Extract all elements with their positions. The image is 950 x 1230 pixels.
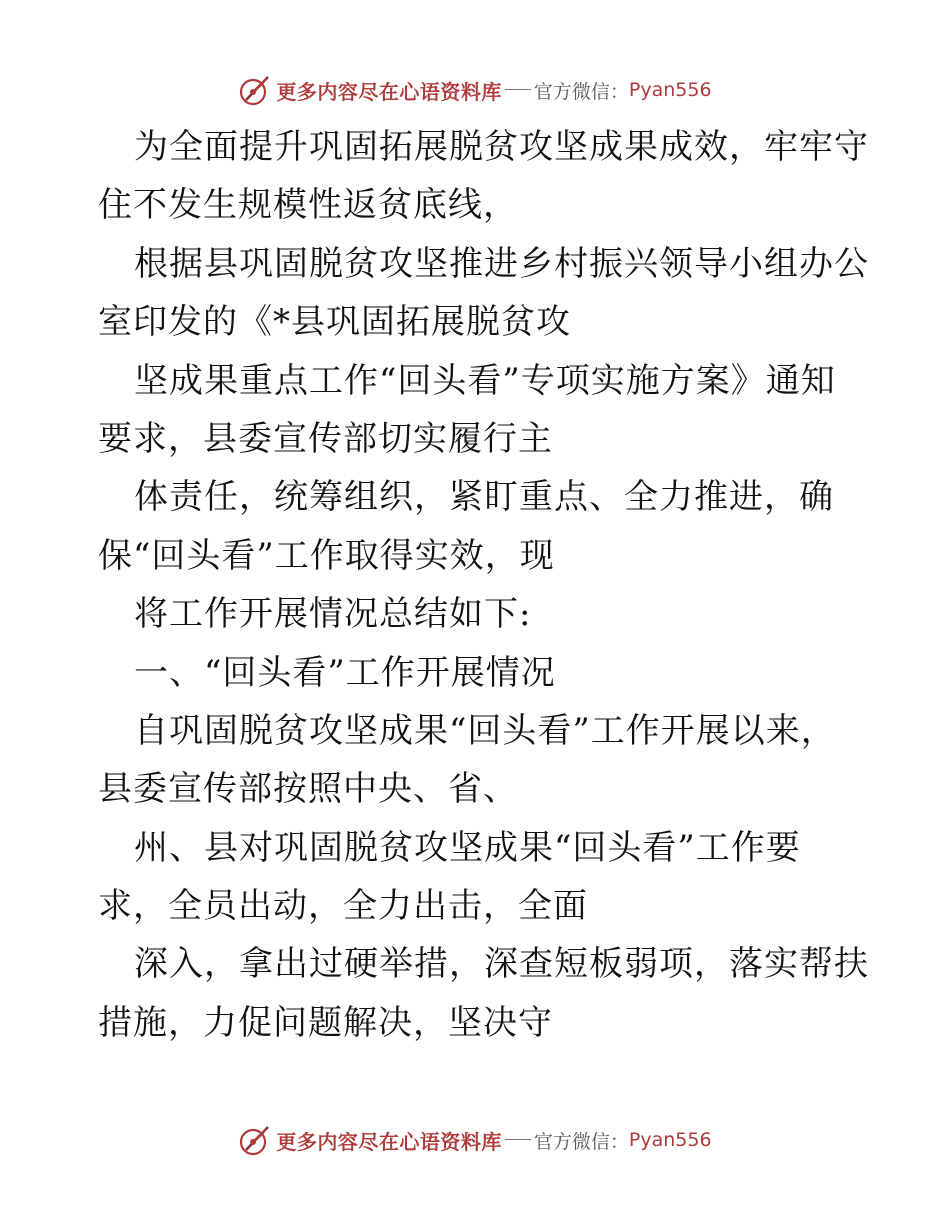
body-line: 自巩固脱贫攻坚成果“回头看”工作开展以来， xyxy=(134,710,836,751)
body-line: 坚成果重点工作“回头看”专项实施方案》通知 xyxy=(134,360,836,401)
body-line: 州、县对巩固脱贫攻坚成果“回头看”工作要 xyxy=(134,827,801,868)
body-line: 县委宣传部按照中央、省、 xyxy=(98,769,518,810)
body-line: 深入，拿出过硬举措，深查短板弱项，落实帮扶 xyxy=(134,944,869,985)
body-line: 体责任，统筹组织，紧盯重点、全力推进，确 xyxy=(134,477,834,518)
wechat-label: 官方微信： xyxy=(533,1130,629,1153)
footer-banner xyxy=(0,1120,950,1160)
body-line: 将工作开展情况总结如下: xyxy=(134,594,532,635)
wechat-label: 官方微信： xyxy=(533,80,629,103)
section-heading: 一、“回头看”工作开展情况 xyxy=(134,652,556,693)
wechat-id: Pyan556 xyxy=(628,1129,712,1151)
header-banner xyxy=(0,70,950,110)
separator-dash xyxy=(505,1139,531,1140)
body-line: 室印发的《*县巩固拓展脱贫攻 xyxy=(98,302,571,343)
separator-dash xyxy=(505,89,531,90)
quill-logo-icon xyxy=(238,1123,272,1157)
body-line: 为全面提升巩固拓展脱贫攻坚成果成效，牢牢守 xyxy=(134,127,869,167)
body-line: 保“回头看”工作取得实效，现 xyxy=(98,535,555,576)
wechat-id: Pyan556 xyxy=(628,79,712,101)
body-line: 住不发生规模性返贫底线， xyxy=(98,185,518,226)
promo-text: 更多内容尽在心语资料库 xyxy=(276,1129,502,1154)
body-line: 措施，力促问题解决，坚决守 xyxy=(98,1002,553,1043)
quill-logo-icon xyxy=(238,73,272,107)
document-body xyxy=(98,118,888,1052)
body-line: 要求，县委宣传部切实履行主 xyxy=(98,418,553,459)
body-line: 根据县巩固脱贫攻坚推进乡村振兴领导小组办公 xyxy=(134,243,869,284)
promo-text: 更多内容尽在心语资料库 xyxy=(276,79,502,104)
body-line: 求，全员出动，全力出击，全面 xyxy=(98,886,588,927)
